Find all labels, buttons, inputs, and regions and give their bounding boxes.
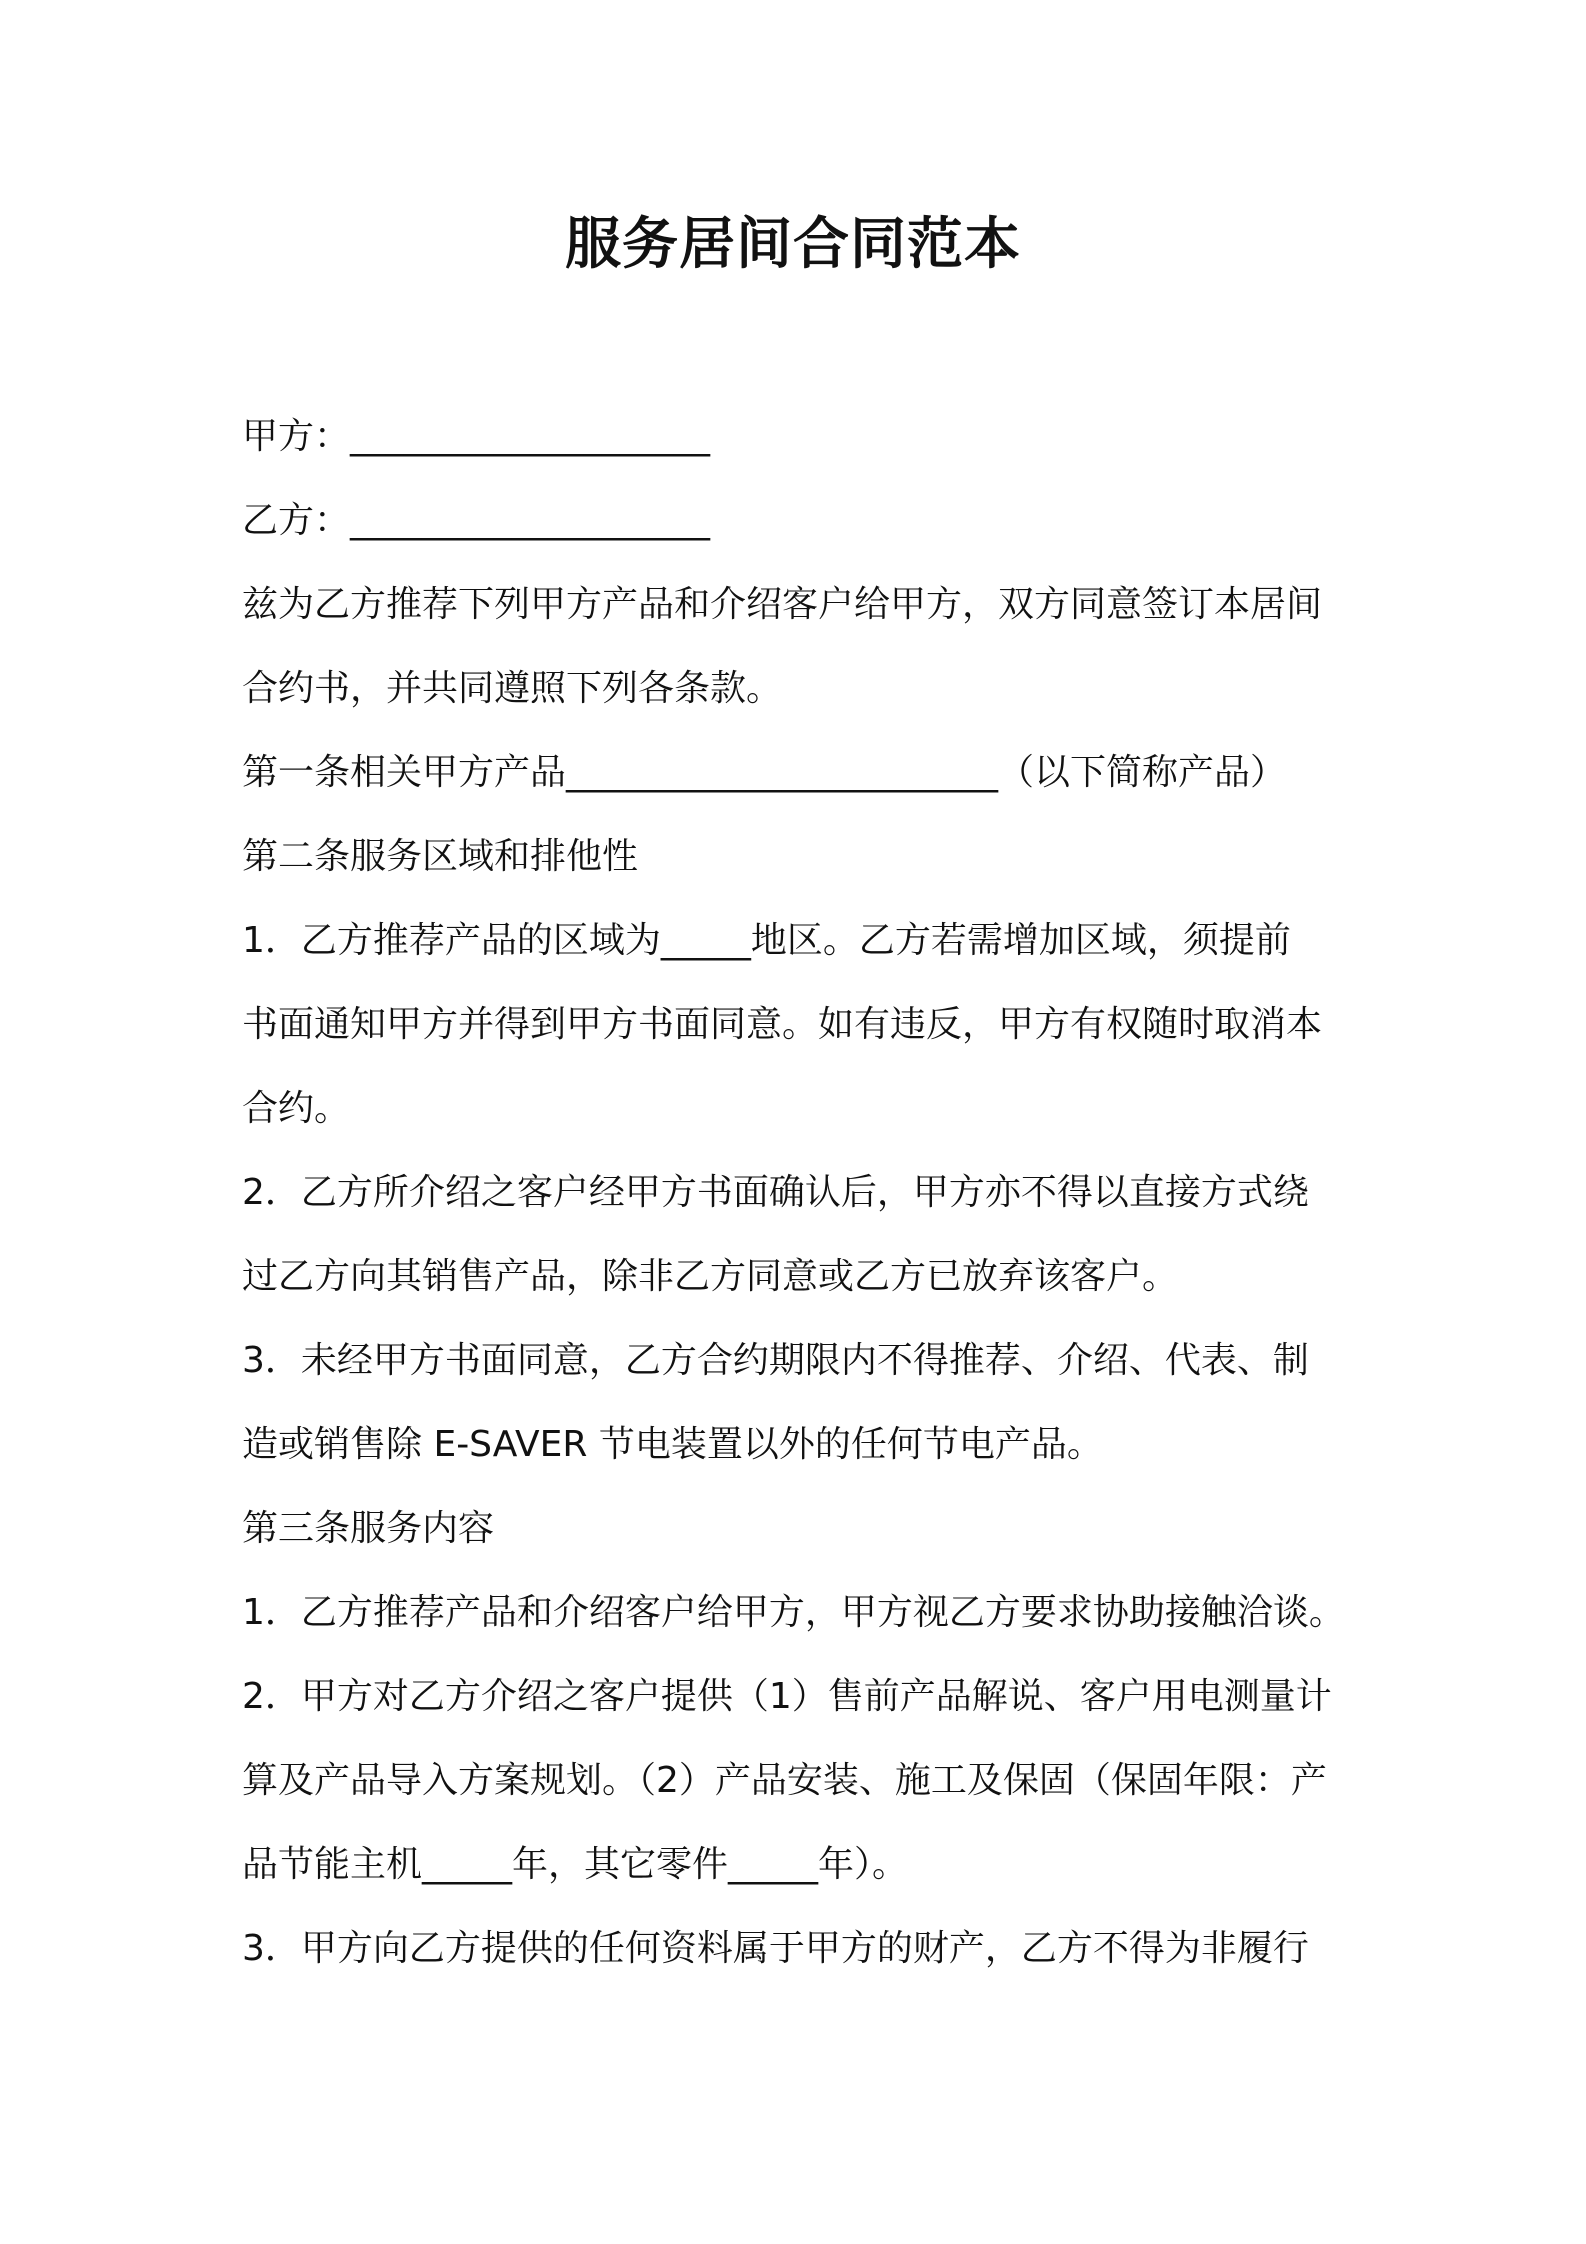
article-3-clause-line: 品节能主机_____年，其它零件_____年）。 (242, 1844, 909, 1885)
article-3-clause-line: 2．甲方对乙方介绍之客户提供（1）售前产品解说、客户用电测量计 (242, 1676, 1332, 1717)
document-title: 服务居间合同范本 (565, 212, 1021, 277)
article-3-clause-line: 3．甲方向乙方提供的任何资料属于甲方的财产，乙方不得为非履行 (242, 1928, 1309, 1969)
preamble-line: 合约书，并共同遵照下列各条款。 (242, 668, 783, 709)
article-2-clause-line: 1．乙方推荐产品的区域为_____地区。乙方若需增加区域，须提前 (242, 920, 1291, 961)
article-2-clause-line: 合约。 (242, 1088, 351, 1129)
article-2-clause-line: 书面通知甲方并得到甲方书面同意。如有违反，甲方有权随时取消本 (242, 1004, 1323, 1045)
article-2-heading: 第二条服务区域和排他性 (242, 836, 639, 877)
article-3-clause-line: 算及产品导入方案规划。（2）产品安装、施工及保固（保固年限：产 (242, 1760, 1327, 1801)
document-body (242, 395, 1372, 1991)
article-2-clause-line: 3．未经甲方书面同意，乙方合约期限内不得推荐、介绍、代表、制 (242, 1340, 1309, 1381)
party-a-line: 甲方：____________________ (242, 416, 711, 457)
party-b-line: 乙方：____________________ (242, 500, 711, 541)
article-1-line: 第一条相关甲方产品________________________（以下简称产品） (242, 752, 1287, 793)
article-2-clause-line: 2．乙方所介绍之客户经甲方书面确认后，甲方亦不得以直接方式绕 (242, 1172, 1309, 1213)
article-3-heading: 第三条服务内容 (242, 1508, 495, 1549)
article-2-clause-line: 过乙方向其销售产品，除非乙方同意或乙方已放弃该客户。 (242, 1256, 1179, 1297)
article-3-clause-line: 1．乙方推荐产品和介绍客户给甲方，甲方视乙方要求协助接触洽谈。 (242, 1592, 1345, 1633)
preamble-line: 兹为乙方推荐下列甲方产品和介绍客户给甲方，双方同意签订本居间 (242, 584, 1323, 625)
article-2-clause-line: 造或销售除 E-SAVER 节电装置以外的任何节电产品。 (242, 1424, 1103, 1465)
